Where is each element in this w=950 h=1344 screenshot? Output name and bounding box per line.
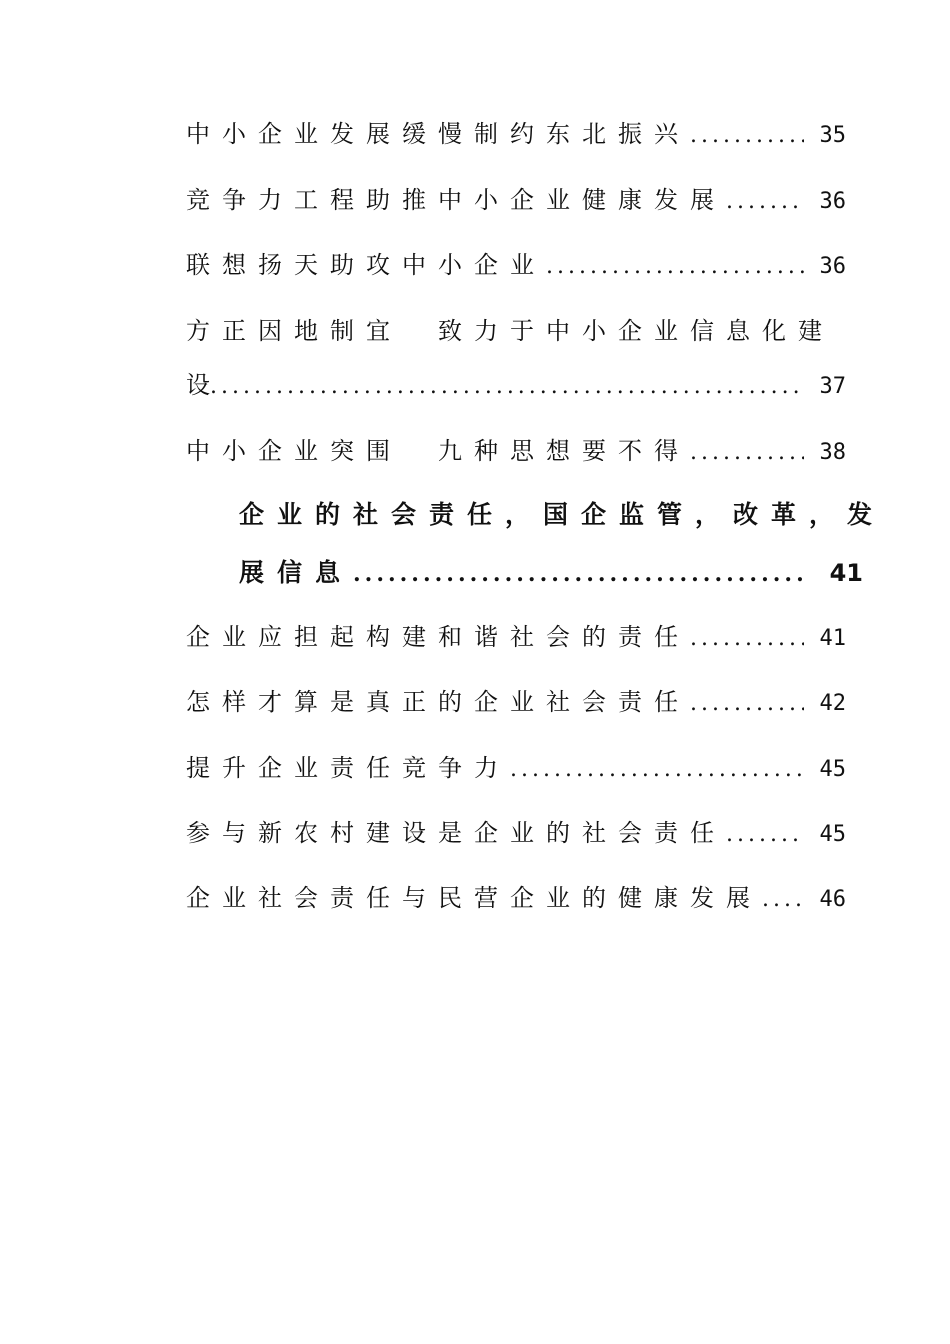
toc-leader-dots: [726, 189, 804, 214]
toc-entry-page: 38: [819, 440, 846, 465]
toc-entry-title: 提升企业责任竞争力: [186, 754, 510, 782]
toc-leader-dots: [510, 757, 804, 782]
toc-entry[interactable]: [186, 180, 846, 215]
toc-entry-title-line1[interactable]: 方正因地制宜 致力于中小企业信息化建: [186, 317, 834, 345]
toc-leader-dots: [690, 626, 804, 651]
toc-entry-page: 45: [819, 757, 846, 782]
toc-entry[interactable]: [186, 365, 846, 400]
toc-leader-dots: [762, 887, 804, 912]
toc-leader-dots: [546, 254, 804, 279]
toc-leader-dots: [353, 561, 806, 587]
toc-entry-page: 36: [819, 189, 846, 214]
toc-section-title-line2: 展信息: [239, 558, 354, 587]
toc-entry[interactable]: [186, 813, 846, 848]
toc-entry-page: 35: [819, 123, 846, 148]
toc-entry-page: 36: [819, 254, 846, 279]
toc-section-title-line1[interactable]: 企业的社会责任，国企监管，改革，发: [239, 500, 886, 529]
toc-section-page: 41: [829, 559, 863, 587]
toc-entry-page: 45: [819, 822, 846, 847]
toc-entry[interactable]: [186, 878, 846, 913]
toc-section[interactable]: [239, 553, 863, 589]
toc-entry-title: 联想扬天助攻中小企业: [186, 251, 546, 279]
toc-leader-dots: [210, 374, 804, 399]
toc-entry-title: 参与新农村建设是企业的社会责任: [186, 819, 726, 847]
toc-entry-page: 41: [819, 626, 846, 651]
toc-entry-title: 竞争力工程助推中小企业健康发展: [186, 186, 726, 214]
toc-entry-page: 46: [819, 887, 846, 912]
toc-entry-title: 企业社会责任与民营企业的健康发展: [186, 884, 762, 912]
toc-entry[interactable]: [186, 114, 846, 149]
toc-leader-dots: [690, 691, 804, 716]
toc-entry-title: 怎样才算是真正的企业社会责任: [186, 688, 690, 716]
toc-entry[interactable]: [186, 617, 846, 652]
toc-leader-dots: [690, 123, 804, 148]
toc-entry-page: 37: [819, 374, 846, 399]
toc-leader-dots: [690, 440, 804, 465]
toc-entry[interactable]: [186, 682, 846, 717]
toc-entry-title: 中小企业突围 九种思想要不得: [186, 437, 690, 465]
toc-entry-title: 中小企业发展缓慢制约东北振兴: [186, 120, 690, 148]
toc-entry-title-line2: 设: [186, 371, 210, 399]
toc-leader-dots: [726, 822, 804, 847]
toc-entry[interactable]: [186, 748, 846, 783]
toc-entry-page: 42: [819, 691, 846, 716]
toc-entry[interactable]: [186, 431, 846, 466]
toc-entry-title: 企业应担起构建和谐社会的责任: [186, 623, 690, 651]
toc-entry[interactable]: [186, 245, 846, 280]
